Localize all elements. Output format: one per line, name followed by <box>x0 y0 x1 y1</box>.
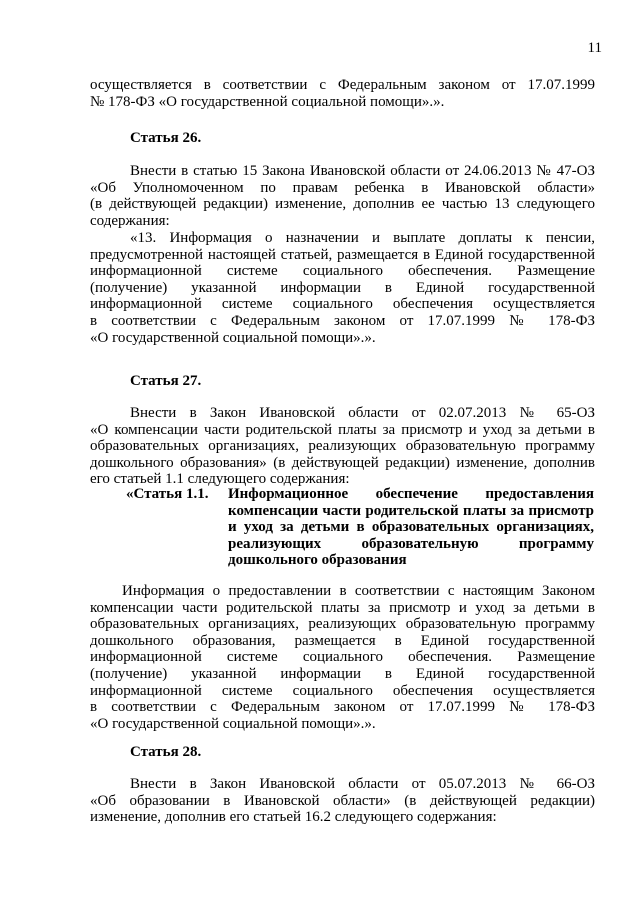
new-article-label: «Статья 1.1. <box>126 486 209 502</box>
page-number: 11 <box>587 40 602 56</box>
article-27-body <box>90 583 595 732</box>
article-27-heading: Статья 27. <box>130 373 202 389</box>
text-line: Внести в Закон Ивановской области от 05.07.2013 № 66-ОЗ <box>130 776 595 792</box>
text-line: дошкольного образования» (в действующей редакции) изменение, дополнив <box>90 454 595 471</box>
text-line: (получение) указанной информации в Единой государственной <box>90 279 595 296</box>
text-line: № 178-ФЗ «О государственной социальной помощи».». <box>90 93 445 110</box>
text-line: образовательных организациях, реализующих образовательную программу <box>90 438 595 455</box>
text-line: «13. Информация о назначении и выплате доплаты к пенсии, <box>130 230 595 246</box>
text-line: Внести в Закон Ивановской области от 02.07.2013 № 65-ОЗ <box>130 405 595 421</box>
article-27-intro <box>90 405 595 488</box>
title-line: дошкольного образования <box>228 552 407 569</box>
text-line: (в действующей редакции) изменение, дополнив ее частью 13 следующего <box>90 196 595 213</box>
text-line: (получение) указанной информации в Единой государственной <box>90 665 595 682</box>
text-line: его статьей 1.1 следующего содержания: <box>90 471 350 488</box>
text-line: «Об образовании в Ивановской области» (в действующей редакции) <box>90 792 595 809</box>
text-line: компенсации части родительской платы за присмотр и уход за детьми в <box>90 599 595 616</box>
text-line: информационной системе социального обеспечения осуществляется <box>90 296 595 313</box>
text-line: содержания: <box>90 212 170 229</box>
article-26-quote <box>90 230 595 346</box>
text-line: дошкольного образования, размещается в Единой государственной <box>90 632 595 649</box>
article-28-heading: Статья 28. <box>130 744 202 760</box>
text-line: Внести в статью 15 Закона Ивановской области от 24.06.2013 № 47-ОЗ <box>130 163 595 179</box>
new-article-title <box>228 486 594 569</box>
text-line: в соответствии с Федеральным законом от 17.07.1999 № 178-ФЗ <box>90 699 595 716</box>
text-line: предусмотренной настоящей статьей, размещается в Единой государственной <box>90 246 595 263</box>
text-line: осуществляется в соответствии с Федеральным законом от 17.07.1999 <box>90 77 595 93</box>
article-26-intro <box>90 163 595 229</box>
text-line: информационной системе социального обеспечения. Размещение <box>90 649 595 666</box>
text-line: образовательных организациях, реализующих образовательную программу <box>90 616 595 633</box>
text-line: «О государственной социальной помощи».». <box>90 329 376 346</box>
text-line: «О компенсации части родительской платы за присмотр и уход за детьми в <box>90 421 595 438</box>
title-line: реализующих образовательную программу <box>228 535 594 552</box>
article-28-intro <box>90 776 595 826</box>
text-line: изменение, дополнив его статьей 16.2 следующего содержания: <box>90 809 497 826</box>
article-26-heading: Статья 26. <box>130 130 202 146</box>
text-line: в соответствии с Федеральным законом от 17.07.1999 № 178-ФЗ <box>90 312 595 329</box>
title-line: Информационное обеспечение предоставления <box>228 486 594 502</box>
title-line: и уход за детьми в образовательных организациях, <box>228 519 594 536</box>
title-line: компенсации части родительской платы за присмотр <box>228 502 594 519</box>
text-line: «О государственной социальной помощи».». <box>90 715 376 732</box>
text-line: информационной системе социального обеспечения. Размещение <box>90 263 595 280</box>
text-line: информационной системе социального обеспечения осуществляется <box>90 682 595 699</box>
continuation-paragraph <box>90 77 595 110</box>
text-line: Информация о предоставлении в соответствии с настоящим Законом <box>122 583 595 599</box>
text-line: «Об Уполномоченном по правам ребенка в Ивановской области» <box>90 179 595 196</box>
